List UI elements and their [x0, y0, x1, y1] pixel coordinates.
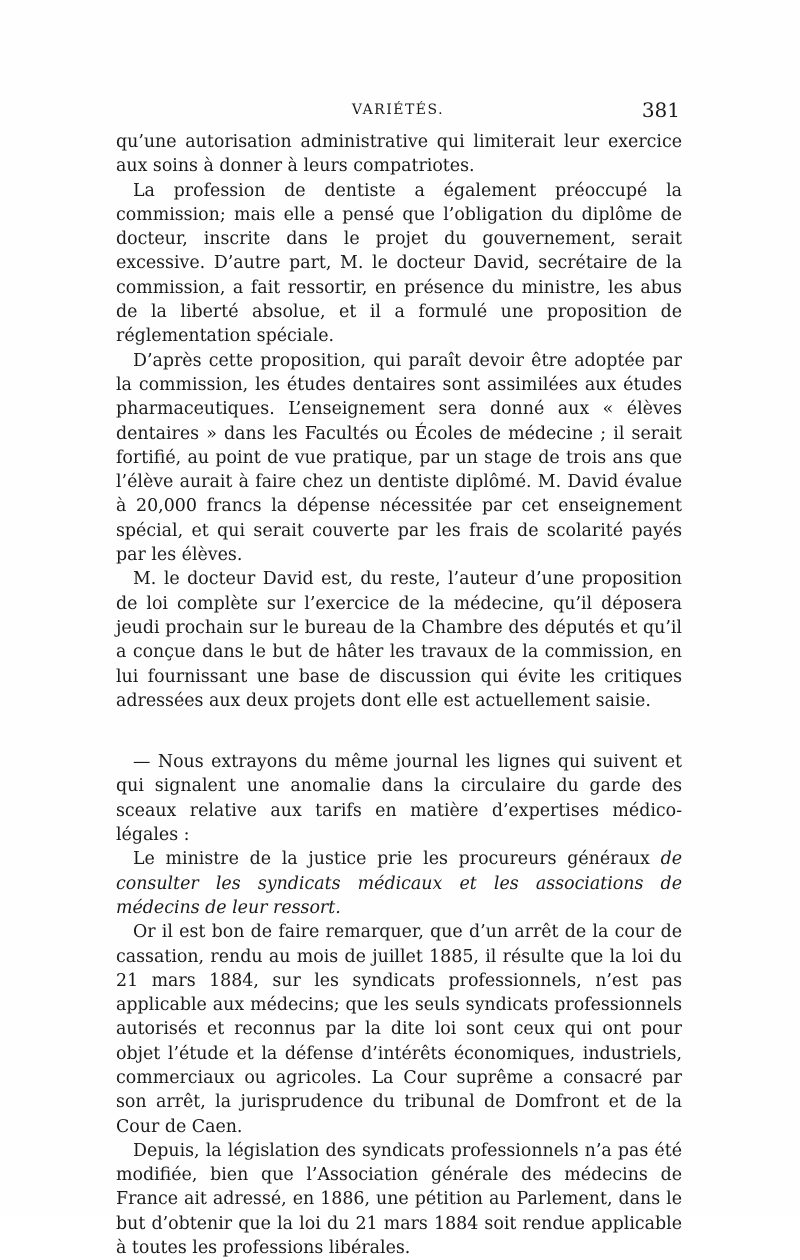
- paragraph: M. le docteur David est, du reste, l’auteur d’une proposition de loi complète sur l’exercice de la médecine, qu’il déposera jeudi prochain sur le bureau de la Chambre des députés et qu’il a conçue dans le but de hâter les travaux de la commission, en lui fournissant une base de discussion qui évite les critiques adressées aux deux projets dont elle est actuellement saisie.: [116, 569, 682, 711]
- page-body: [116, 130, 682, 1260]
- paragraph: D’après cette proposition, qui paraît devoir être adoptée par la commission, les études dentaires sont assimilées aux études pharmaceutiques. L’enseignement sera donné aux « élèves dentaires » dans les Facultés ou Écoles de médecine ; il serait fortifié, au point de vue pratique, par un stage de trois ans que l’élève aurait à faire chez un dentiste diplômé. M. David évalue à 20,000 francs la dépense nécessitée par cet enseignement spécial, et qui serait couverte par les frais de scolarité payés par les élèves.: [116, 350, 682, 566]
- running-title: VARIÉTÉS.: [351, 102, 445, 118]
- page-header: [116, 98, 680, 126]
- paragraph: Depuis, la législation des syndicats professionnels n’a pas été modifiée, bien que l’Association générale des médecins de France ait adressé, en 1886, une pétition au Parlement, dans le but d’obtenir que la loi du 21 mars 1884 soit rendue applicable à toutes les professions libérales.: [116, 1140, 682, 1259]
- quote-italic: de consulter les syndicats médicaux et les associations de médecins de leur ressort.: [116, 849, 682, 918]
- paragraph: — Nous extrayons du même journal les lignes qui suivent et qui signalent une anomalie dans la circulaire du garde des sceaux relative aux tarifs en matière d’expertises médico-légales :: [116, 752, 682, 846]
- paragraph-quote: [116, 847, 682, 920]
- paragraph: Or il est bon de faire remarquer, que d’un arrêt de la cour de cassation, rendu au mois de juillet 1885, il résulte que la loi du 21 mars 1884, sur les syndicats professionnels, n’est pas applicable aux médecins; que les seuls syndicats professionnels autorisés et reconnus par la dite loi sont ceux qui ont pour objet l’étude et la défense d’intérêts économiques, industriels, commerciaux ou agricoles. La Cour suprême a consacré par son arrêt, la jurisprudence du tribunal de Domfront et de la Cour de Caen.: [116, 922, 682, 1137]
- quote-lead: Le ministre de la justice prie les procureurs généraux: [133, 849, 661, 870]
- section-gap: [116, 713, 682, 750]
- paragraph: qu’une autorisation administrative qui limiterait leur exercice aux soins à donner à leurs compatriotes.: [116, 132, 682, 177]
- page-number: 381: [641, 98, 680, 122]
- paragraph: La profession de dentiste a également préoccupé la commission; mais elle a pensé que l’obligation du diplôme de docteur, inscrite dans le projet du gouvernement, serait excessive. D’autre part, M. le docteur David, secrétaire de la commission, a fait ressortir, en présence du ministre, les abus de la liberté absolue, et il a formulé une proposition de réglementation spéciale.: [116, 180, 682, 347]
